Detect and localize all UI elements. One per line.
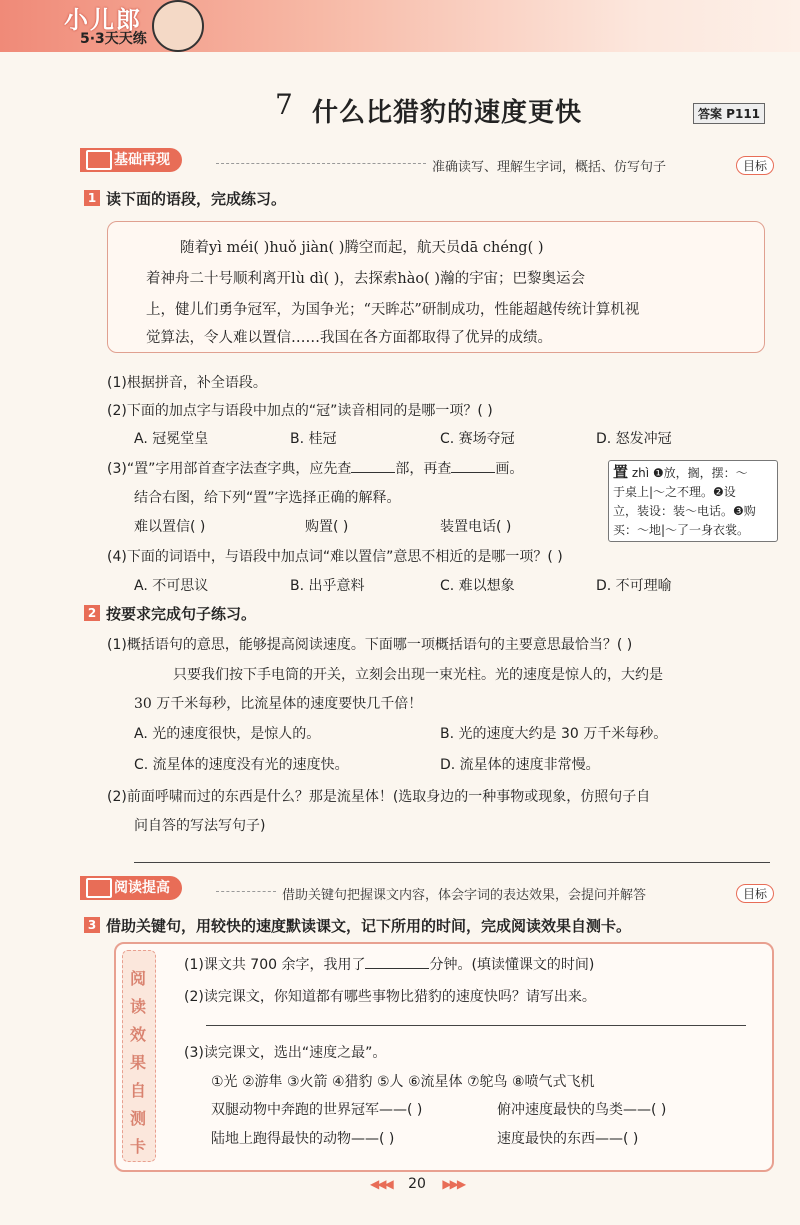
sub3-item: 装置电话( ) [440,519,512,535]
sub3-item: 购置( ) [305,519,349,535]
dict-line: 买：～地|～了一身衣裳。 [613,523,750,537]
answer-blank[interactable] [365,968,429,969]
card-label-char: 读 [129,997,146,1016]
lesson-title: 什么比猎豹的速度更快 [312,98,583,128]
card-text: (1)课文共 700 余字，我用了 [184,957,366,973]
option: D. 流星体的速度非常慢。 [440,757,600,773]
q1-sub2: (2)下面的加点字与语段中加点的“冠”读音相同的是哪一项？( ) [107,403,493,419]
dict-line: ❶放，搁，摆：～ [652,466,748,480]
question-title: 借助关键句，用较快的速度默读课文，记下所用的时间，完成阅读效果自测卡。 [106,917,632,935]
card-item-1 [184,954,594,974]
option: A. 冠冕堂皇 [134,431,209,447]
speed-row: 速度最快的东西——( ) [497,1131,639,1147]
option: A. 不可思议 [134,578,209,594]
prev-arrows-icon: ◀◀◀ [370,1177,392,1191]
dict-line: 于桌上|～之不理。❷设 [613,485,736,499]
speed-row: 陆地上跑得最快的动物——( ) [211,1131,395,1147]
sub3-text: (3)“置”字用部首查字法查字典，应先查 [107,461,352,477]
card-label-char: 效 [129,1025,146,1044]
option: B. 光的速度大约是 30 万千米每秒。 [440,726,668,742]
quote-line: 30 万千米每秒，比流星体的速度要快几千倍！ [134,696,423,712]
passage-line: 上，健儿们勇争冠军，为国争光；“天眸芯”研制成功，性能超越传统计算机视 [146,302,640,318]
answer-blank[interactable] [351,472,395,473]
card-label-char: 果 [129,1053,146,1072]
section-tag-basic [80,148,182,172]
q1-sub3 [107,458,523,478]
question-title: 按要求完成句子练习。 [106,605,257,623]
sub3-text: 部，再查 [395,461,452,477]
q1-sub3-line2: 结合右图，给下列“置”字选择正确的解释。 [134,490,401,506]
divider [216,891,276,892]
answer-line[interactable] [206,1025,746,1026]
passage-line: 随着yì méi( )huǒ jiàn( )腾空而起，航天员dā chéng( ) [180,240,544,256]
sub3-item: 难以置信( ) [134,519,206,535]
page-number: 20 [408,1176,426,1192]
sub3-text: 画。 [495,461,524,477]
lesson-number: 7 [275,88,293,121]
answer-reference: 答案 P111 [693,103,765,124]
option: D. 怒发冲冠 [596,431,672,447]
card-label-char: 卡 [129,1137,146,1156]
card-label-char: 阅 [129,969,146,988]
dict-pinyin: zhì [631,466,650,480]
divider [216,163,426,164]
goal-badge: 目标 [736,884,774,903]
series-name: 5·3天天练 [80,31,147,47]
question-number: 2 [84,605,100,621]
question-number: 1 [84,190,100,206]
section-goal: 准确读写、理解生字词，概括、仿写句子 [432,160,667,175]
brand-logo: 小儿郎 [64,6,142,34]
section-tag-label: 基础再现 [114,152,170,168]
answer-line[interactable] [134,862,770,863]
option: C. 流星体的速度没有光的速度快。 [134,757,349,773]
option: B. 桂冠 [290,431,337,447]
option: C. 难以想象 [440,578,515,594]
option: D. 不可理喻 [596,578,672,594]
speed-row: 俯冲速度最快的鸟类——( ) [497,1102,667,1118]
mascot-icon [152,0,204,52]
passage-line: 着神舟二十号顺利离开lù dì( )，去探索hào( )瀚的宇宙；巴黎奥运会 [146,271,586,287]
section-goal: 借助关键句把握课文内容，体会字词的表达效果，会提问并解答 [282,888,647,903]
question-title: 读下面的语段，完成练习。 [106,190,287,208]
goal-badge: 目标 [736,156,774,175]
card-label-char: 自 [129,1081,146,1100]
quote-line: 只要我们按下手电筒的开关，立刻会出现一束光柱。光的速度是惊人的，大约是 [173,667,663,683]
answer-blank[interactable] [451,472,495,473]
option: C. 赛场夺冠 [440,431,515,447]
option: A. 光的速度很快，是惊人的。 [134,726,321,742]
card-text: 分钟。(填读懂课文的时间) [429,957,595,973]
choice-list: ①光 ②游隼 ③火箭 ④猎豹 ⑤人 ⑥流星体 ⑦鸵鸟 ⑧喷气式飞机 [211,1074,595,1090]
dictionary-entry [608,460,778,542]
next-arrows-icon: ▶▶▶ [442,1177,465,1191]
q1-sub4: (4)下面的词语中，与语段中加点词“难以置信”意思不相近的是哪一项？( ) [107,549,563,565]
speed-row: 双腿动物中奔跑的世界冠军——( ) [211,1102,423,1118]
q2-sub1: (1)概括语句的意思，能够提高阅读速度。下面哪一项概括语句的主要意思最恰当？( ) [107,637,633,653]
card-item-3: (3)读完课文，选出“速度之最”。 [184,1045,387,1061]
q2-sub2-line2: 问自答的写法写句子) [134,818,266,834]
section-tag-label: 阅读提高 [114,880,170,896]
q1-sub1: (1)根据拼音，补全语段。 [107,375,267,391]
section-tag-reading [80,876,182,900]
dict-head: 置 [613,463,629,481]
option: B. 出乎意料 [290,578,365,594]
card-label-char: 测 [129,1109,146,1128]
q2-sub2-line1: (2)前面呼啸而过的东西是什么？那是流星体！(选取身边的一种事物或现象，仿照句子自 [107,789,651,805]
page-footer [370,1176,464,1192]
book-icon [86,150,112,170]
question-number: 3 [84,917,100,933]
passage-line: 觉算法，令人难以置信……我国在各方面都取得了优异的成绩。 [146,330,552,346]
book-icon [86,878,112,898]
card-item-2: (2)读完课文，你知道都有哪些事物比猎豹的速度快吗？请写出来。 [184,989,596,1005]
dict-line: 立，装设：装～电话。❸购 [613,504,756,518]
